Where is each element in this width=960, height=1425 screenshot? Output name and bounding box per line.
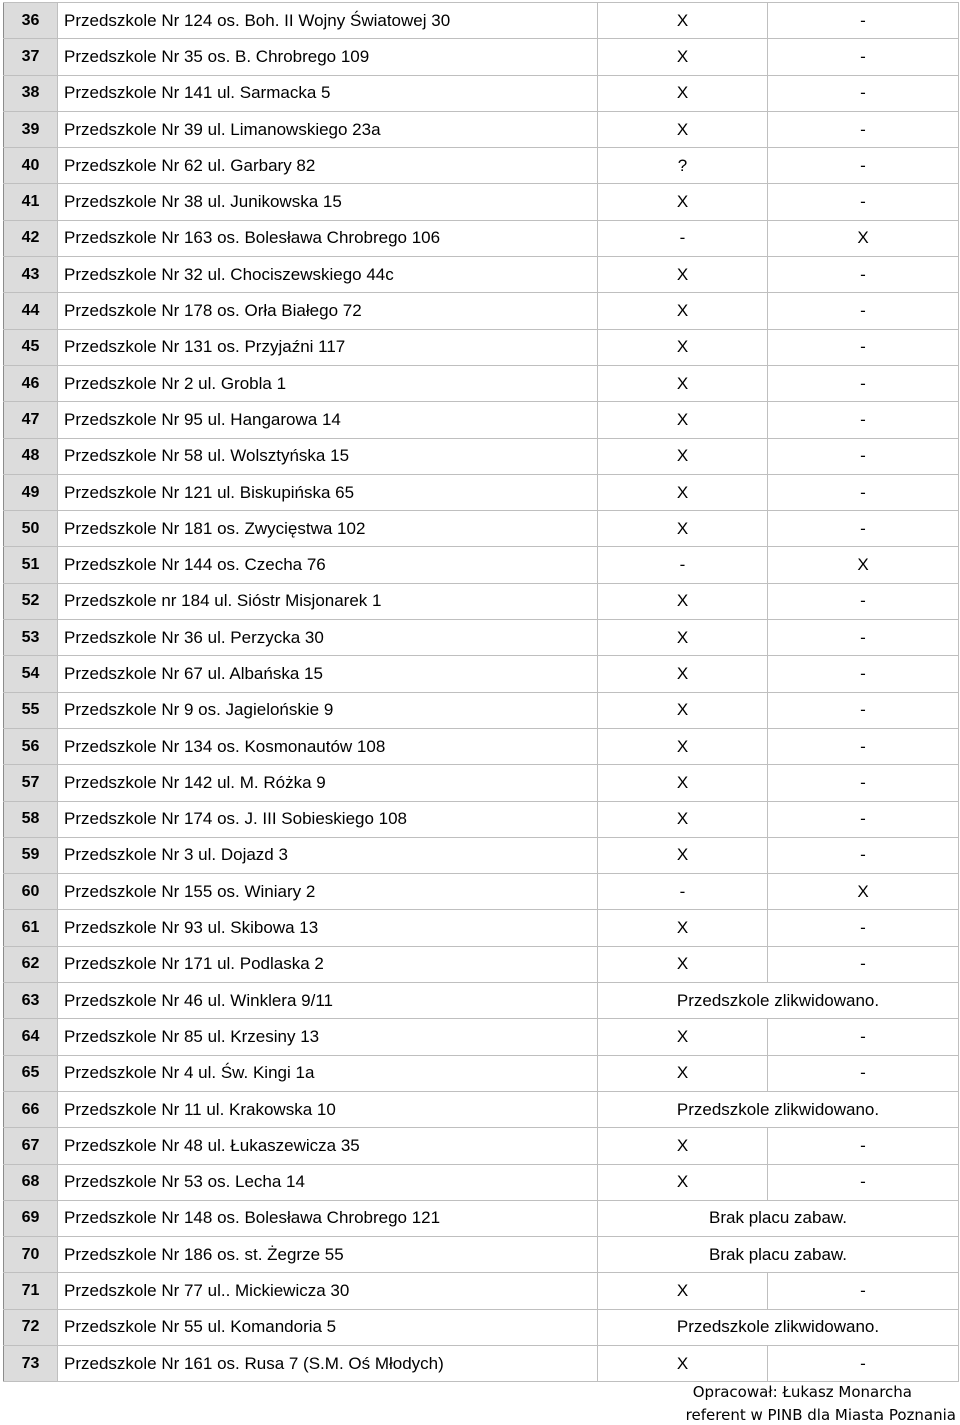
kindergarten-name: Przedszkole Nr 3 ul. Dojazd 3 xyxy=(58,837,598,873)
kindergarten-name: Przedszkole Nr 161 os. Rusa 7 (S.M. Oś Młodych) xyxy=(58,1345,598,1381)
column-1-mark: X xyxy=(598,765,768,801)
column-2-mark: - xyxy=(768,946,959,982)
kindergarten-name: Przedszkole Nr 46 ul. Winklera 9/11 xyxy=(58,983,598,1019)
kindergarten-name: Przedszkole Nr 93 ul. Skibowa 13 xyxy=(58,910,598,946)
row-number: 63 xyxy=(4,983,58,1019)
row-note: Przedszkole zlikwidowano. xyxy=(598,1309,959,1345)
row-number: 38 xyxy=(4,75,58,111)
column-1-mark: X xyxy=(598,3,768,39)
kindergarten-name: Przedszkole Nr 134 os. Kosmonautów 108 xyxy=(58,728,598,764)
column-1-mark: X xyxy=(598,257,768,293)
column-2-mark: - xyxy=(768,293,959,329)
table-row xyxy=(4,1273,959,1309)
column-1-mark: X xyxy=(598,39,768,75)
row-number: 56 xyxy=(4,728,58,764)
kindergarten-name: Przedszkole Nr 144 os. Czecha 76 xyxy=(58,547,598,583)
table-row xyxy=(4,656,959,692)
table-row xyxy=(4,1128,959,1164)
table-row xyxy=(4,692,959,728)
column-1-mark: X xyxy=(598,692,768,728)
kindergarten-name: Przedszkole Nr 35 os. B. Chrobrego 109 xyxy=(58,39,598,75)
column-2-mark: - xyxy=(768,1055,959,1091)
column-1-mark: X xyxy=(598,620,768,656)
row-note: Brak placu zabaw. xyxy=(598,1237,959,1273)
row-number: 43 xyxy=(4,257,58,293)
column-2-mark: - xyxy=(768,1128,959,1164)
table-row xyxy=(4,1055,959,1091)
table-row xyxy=(4,293,959,329)
row-number: 68 xyxy=(4,1164,58,1200)
row-number: 73 xyxy=(4,1345,58,1381)
row-number: 51 xyxy=(4,547,58,583)
row-number: 37 xyxy=(4,39,58,75)
column-1-mark: - xyxy=(598,220,768,256)
table-row xyxy=(4,620,959,656)
kindergarten-name: Przedszkole Nr 48 ul. Łukaszewicza 35 xyxy=(58,1128,598,1164)
column-2-mark: - xyxy=(768,329,959,365)
row-number: 53 xyxy=(4,620,58,656)
footer-position: referent w PINB dla Miasta Poznania xyxy=(685,1406,956,1424)
table-row xyxy=(4,257,959,293)
column-1-mark: X xyxy=(598,910,768,946)
column-1-mark: X xyxy=(598,511,768,547)
column-1-mark: X xyxy=(598,1273,768,1309)
column-2-mark: - xyxy=(768,620,959,656)
kindergarten-name: Przedszkole Nr 142 ul. M. Różka 9 xyxy=(58,765,598,801)
column-1-mark: X xyxy=(598,365,768,401)
kindergarten-name: Przedszkole Nr 39 ul. Limanowskiego 23a xyxy=(58,111,598,147)
column-1-mark: X xyxy=(598,837,768,873)
table-body xyxy=(4,3,959,1382)
column-2-mark: X xyxy=(768,220,959,256)
row-number: 40 xyxy=(4,148,58,184)
column-2-mark: - xyxy=(768,3,959,39)
kindergarten-name: Przedszkole Nr 124 os. Boh. II Wojny Światowej 30 xyxy=(58,3,598,39)
table-row xyxy=(4,728,959,764)
row-number: 66 xyxy=(4,1091,58,1127)
column-1-mark: ? xyxy=(598,148,768,184)
column-2-mark: - xyxy=(768,837,959,873)
column-2-mark: - xyxy=(768,728,959,764)
kindergarten-name: Przedszkole Nr 4 ul. Św. Kingi 1a xyxy=(58,1055,598,1091)
row-number: 69 xyxy=(4,1200,58,1236)
kindergarten-name: Przedszkole Nr 121 ul. Biskupińska 65 xyxy=(58,474,598,510)
row-number: 48 xyxy=(4,438,58,474)
row-number: 67 xyxy=(4,1128,58,1164)
table-row xyxy=(4,39,959,75)
table-row xyxy=(4,547,959,583)
table-row xyxy=(4,910,959,946)
column-1-mark: X xyxy=(598,656,768,692)
row-number: 55 xyxy=(4,692,58,728)
kindergarten-name: Przedszkole nr 184 ul. Sióstr Misjonarek 1 xyxy=(58,583,598,619)
column-1-mark: X xyxy=(598,75,768,111)
column-2-mark: X xyxy=(768,547,959,583)
column-2-mark: - xyxy=(768,1345,959,1381)
row-number: 49 xyxy=(4,474,58,510)
column-1-mark: X xyxy=(598,111,768,147)
column-1-mark: X xyxy=(598,1055,768,1091)
kindergarten-name: Przedszkole Nr 32 ul. Chociszewskiego 44c xyxy=(58,257,598,293)
column-1-mark: X xyxy=(598,329,768,365)
kindergarten-name: Przedszkole Nr 9 os. Jagielońskie 9 xyxy=(58,692,598,728)
table-row xyxy=(4,184,959,220)
table-row xyxy=(4,1345,959,1381)
column-1-mark: X xyxy=(598,1164,768,1200)
row-note: Brak placu zabaw. xyxy=(598,1200,959,1236)
table-row xyxy=(4,111,959,147)
column-2-mark: - xyxy=(768,692,959,728)
table-row xyxy=(4,801,959,837)
column-1-mark: X xyxy=(598,1128,768,1164)
column-2-mark: - xyxy=(768,39,959,75)
column-2-mark: - xyxy=(768,365,959,401)
kindergarten-name: Przedszkole Nr 141 ul. Sarmacka 5 xyxy=(58,75,598,111)
table-row xyxy=(4,837,959,873)
column-2-mark: - xyxy=(768,765,959,801)
table-row xyxy=(4,220,959,256)
kindergarten-table xyxy=(3,2,959,1382)
kindergarten-name: Przedszkole Nr 53 os. Lecha 14 xyxy=(58,1164,598,1200)
column-1-mark: X xyxy=(598,474,768,510)
kindergarten-name: Przedszkole Nr 85 ul. Krzesiny 13 xyxy=(58,1019,598,1055)
column-1-mark: X xyxy=(598,728,768,764)
row-number: 54 xyxy=(4,656,58,692)
row-number: 64 xyxy=(4,1019,58,1055)
column-1-mark: - xyxy=(598,547,768,583)
row-note: Przedszkole zlikwidowano. xyxy=(598,1091,959,1127)
row-number: 60 xyxy=(4,874,58,910)
column-2-mark: - xyxy=(768,583,959,619)
column-2-mark: - xyxy=(768,656,959,692)
row-number: 46 xyxy=(4,365,58,401)
column-2-mark: - xyxy=(768,148,959,184)
kindergarten-name: Przedszkole Nr 181 os. Zwycięstwa 102 xyxy=(58,511,598,547)
table-row xyxy=(4,329,959,365)
kindergarten-name: Przedszkole Nr 38 ul. Junikowska 15 xyxy=(58,184,598,220)
table-row xyxy=(4,3,959,39)
column-2-mark: - xyxy=(768,1164,959,1200)
table-row xyxy=(4,1019,959,1055)
table-row xyxy=(4,946,959,982)
kindergarten-name: Przedszkole Nr 36 ul. Perzycka 30 xyxy=(58,620,598,656)
kindergarten-name: Przedszkole Nr 67 ul. Albańska 15 xyxy=(58,656,598,692)
row-number: 36 xyxy=(4,3,58,39)
kindergarten-name: Przedszkole Nr 2 ul. Grobla 1 xyxy=(58,365,598,401)
row-number: 52 xyxy=(4,583,58,619)
row-number: 62 xyxy=(4,946,58,982)
kindergarten-name: Przedszkole Nr 58 ul. Wolsztyńska 15 xyxy=(58,438,598,474)
column-2-mark: - xyxy=(768,910,959,946)
kindergarten-name: Przedszkole Nr 62 ul. Garbary 82 xyxy=(58,148,598,184)
row-number: 58 xyxy=(4,801,58,837)
column-1-mark: X xyxy=(598,583,768,619)
kindergarten-name: Przedszkole Nr 171 ul. Podlaska 2 xyxy=(58,946,598,982)
row-number: 57 xyxy=(4,765,58,801)
kindergarten-name: Przedszkole Nr 95 ul. Hangarowa 14 xyxy=(58,402,598,438)
column-2-mark: - xyxy=(768,75,959,111)
table-row xyxy=(4,874,959,910)
row-number: 39 xyxy=(4,111,58,147)
row-note: Przedszkole zlikwidowano. xyxy=(598,983,959,1019)
kindergarten-name: Przedszkole Nr 155 os. Winiary 2 xyxy=(58,874,598,910)
column-2-mark: - xyxy=(768,1273,959,1309)
column-2-mark: - xyxy=(768,111,959,147)
table-row xyxy=(4,1309,959,1345)
kindergarten-name: Przedszkole Nr 186 os. st. Żegrze 55 xyxy=(58,1237,598,1273)
column-1-mark: X xyxy=(598,402,768,438)
column-1-mark: - xyxy=(598,874,768,910)
column-2-mark: - xyxy=(768,184,959,220)
column-2-mark: - xyxy=(768,511,959,547)
row-number: 65 xyxy=(4,1055,58,1091)
table-row xyxy=(4,148,959,184)
table-row xyxy=(4,983,959,1019)
table-row xyxy=(4,1237,959,1273)
row-number: 72 xyxy=(4,1309,58,1345)
table-row xyxy=(4,75,959,111)
table-row xyxy=(4,1091,959,1127)
table-row xyxy=(4,438,959,474)
row-number: 41 xyxy=(4,184,58,220)
kindergarten-name: Przedszkole Nr 174 os. J. III Sobieskiego 108 xyxy=(58,801,598,837)
row-number: 59 xyxy=(4,837,58,873)
column-2-mark: - xyxy=(768,1019,959,1055)
row-number: 45 xyxy=(4,329,58,365)
table-row xyxy=(4,1164,959,1200)
column-2-mark: - xyxy=(768,257,959,293)
column-1-mark: X xyxy=(598,1345,768,1381)
kindergarten-name: Przedszkole Nr 131 os. Przyjaźni 117 xyxy=(58,329,598,365)
column-2-mark: X xyxy=(768,874,959,910)
row-number: 47 xyxy=(4,402,58,438)
footer-author: Opracował: Łukasz Monarcha xyxy=(692,1383,912,1401)
table-row xyxy=(4,511,959,547)
table-row xyxy=(4,402,959,438)
column-2-mark: - xyxy=(768,801,959,837)
kindergarten-name: Przedszkole Nr 163 os. Bolesława Chrobrego 106 xyxy=(58,220,598,256)
column-1-mark: X xyxy=(598,1019,768,1055)
column-1-mark: X xyxy=(598,293,768,329)
table-row xyxy=(4,765,959,801)
kindergarten-name: Przedszkole Nr 178 os. Orła Białego 72 xyxy=(58,293,598,329)
column-1-mark: X xyxy=(598,946,768,982)
kindergarten-name: Przedszkole Nr 148 os. Bolesława Chrobrego 121 xyxy=(58,1200,598,1236)
column-2-mark: - xyxy=(768,438,959,474)
table-row xyxy=(4,474,959,510)
row-number: 61 xyxy=(4,910,58,946)
row-number: 50 xyxy=(4,511,58,547)
row-number: 71 xyxy=(4,1273,58,1309)
table-row xyxy=(4,1200,959,1236)
kindergarten-name: Przedszkole Nr 11 ul. Krakowska 10 xyxy=(58,1091,598,1127)
table-row xyxy=(4,583,959,619)
row-number: 44 xyxy=(4,293,58,329)
column-1-mark: X xyxy=(598,184,768,220)
column-1-mark: X xyxy=(598,801,768,837)
column-2-mark: - xyxy=(768,402,959,438)
table-row xyxy=(4,365,959,401)
kindergarten-name: Przedszkole Nr 55 ul. Komandoria 5 xyxy=(58,1309,598,1345)
column-2-mark: - xyxy=(768,474,959,510)
row-number: 70 xyxy=(4,1237,58,1273)
kindergarten-name: Przedszkole Nr 77 ul.. Mickiewicza 30 xyxy=(58,1273,598,1309)
row-number: 42 xyxy=(4,220,58,256)
column-1-mark: X xyxy=(598,438,768,474)
